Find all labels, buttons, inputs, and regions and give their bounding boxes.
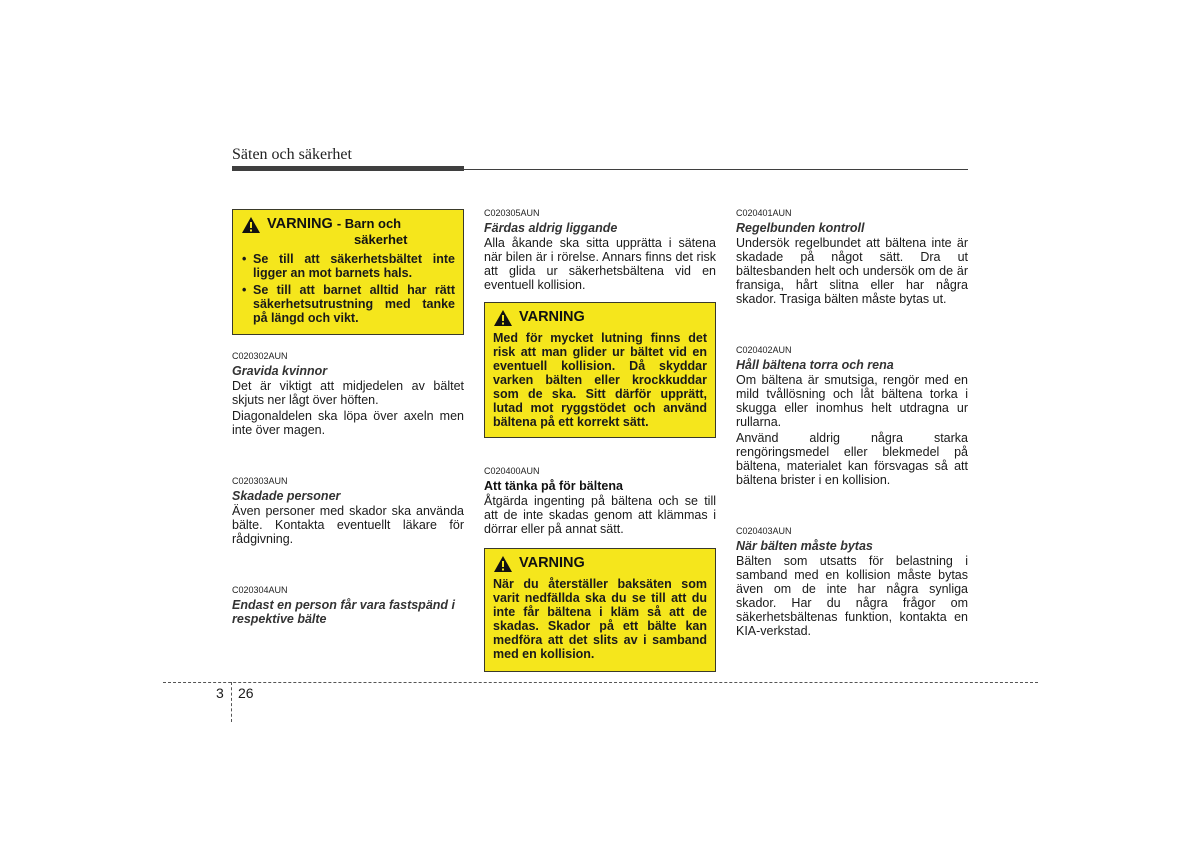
column-middle: [484, 207, 716, 672]
warning-title: VARNING: [519, 555, 585, 571]
warning-box-reclining: [484, 302, 716, 438]
section-code: C020302AUN: [232, 351, 288, 361]
warning-triangle-icon: [493, 555, 513, 573]
warning-triangle-icon: [241, 216, 261, 234]
warning-box-rear-seats: [484, 548, 716, 672]
warning-bullet: • Se till att barnet alltid har rätt säkerhetsutrustning med tanke på längd och vikt.: [241, 283, 455, 325]
section-code: C020400AUN: [484, 466, 540, 476]
section-title: Gravida kvinnor: [232, 364, 328, 378]
warning-box-child-safety: [232, 209, 464, 335]
warning-title: VARNING - Barn och säkerhet: [267, 216, 408, 247]
footer-vertical-rule: [231, 682, 232, 722]
footer-rule: [163, 682, 1038, 683]
section-title: Att tänka på för bältena: [484, 479, 623, 493]
section-title: Färdas aldrig liggande: [484, 221, 618, 235]
section-paragraph: Det är viktigt att midjedelen av bältet skjuts ner lågt över höften.: [232, 379, 464, 407]
section-paragraph: Även personer med skador ska använda bälte. Kontakta eventuellt läkare för rådgivning.: [232, 504, 464, 546]
section-title: Håll bältena torra och rena: [736, 358, 894, 372]
warning-bullet: • Se till att säkerhetsbältet inte ligger an mot barnets hals.: [241, 252, 455, 280]
section-paragraph: Diagonaldelen ska löpa över axeln men inte över magen.: [232, 409, 464, 437]
section-title: Regelbunden kontroll: [736, 221, 865, 235]
warning-text: Med för mycket lutning finns det risk att man glider ur bältet vid en eventuell kollision. Då skyddar varken bälten eller krockkuddar som de ska. Sitt därför upprätt, lutad mot ryggstödet och använd bältena på ett korrekt sätt.: [493, 331, 707, 429]
section-paragraph: Om bältena är smutsiga, rengör med en mild tvållösning och låt bältena torka i skugga eller inomhus helt utdragna ur rullarna.: [736, 373, 968, 429]
section-paragraph: Åtgärda ingenting på bältena och se till att de inte skadas genom att klämmas i dörrar eller på annat sätt.: [484, 494, 716, 536]
page-number: 26: [238, 685, 254, 701]
header-rule: [464, 169, 968, 170]
warning-text: När du återställer baksäten som varit nedfällda ska du se till att du inte får bältena i kläm så att de skadas. Skador på ett bälte kan medföra att det slits av i samband med en kollision.: [493, 577, 707, 661]
header-bar: [232, 166, 464, 171]
warning-title: VARNING: [519, 309, 585, 325]
chapter-number: 3: [216, 685, 224, 701]
section-paragraph: Bälten som utsatts för belastning i samband med en kollision måste bytas även om de inte har några synliga skador. Har du några frågor om säkerhetsbältenas funktion, kontakta en KIA-verkstad.: [736, 554, 968, 638]
section-code: C020305AUN: [484, 208, 540, 218]
column-left: [232, 209, 464, 627]
section-code: C020303AUN: [232, 476, 288, 486]
section-code: C020401AUN: [736, 208, 792, 218]
section-title: När bälten måste bytas: [736, 539, 873, 553]
column-right: [736, 207, 968, 640]
section-title: Skadade personer: [232, 489, 341, 503]
warning-bullet-list: [241, 252, 455, 325]
section-code: C020304AUN: [232, 585, 288, 595]
section-code: C020402AUN: [736, 345, 792, 355]
section-paragraph: Använd aldrig några starka rengöringsmedel eller blekmedel på bältena, materialet kan försvagas så att bältena brister i en kollision.: [736, 431, 968, 487]
warning-triangle-icon: [493, 309, 513, 327]
section-title: Endast en person får vara fastspänd i respektive bälte: [232, 598, 455, 626]
page-header-title: Säten och säkerhet: [232, 146, 352, 163]
section-paragraph: Alla åkande ska sitta upprätta i sätena när bilen är i rörelse. Annars finns det risk att glida ur säkerhetsbältena vid en eventuell kollision.: [484, 236, 716, 292]
section-paragraph: Undersök regelbundet att bältena inte är skadade på något sätt. Dra ut bältesbanden helt och undersök om de är fransiga, hårt slitna eller har några skador. Trasiga bälten måste bytas ut.: [736, 236, 968, 306]
section-code: C020403AUN: [736, 526, 792, 536]
